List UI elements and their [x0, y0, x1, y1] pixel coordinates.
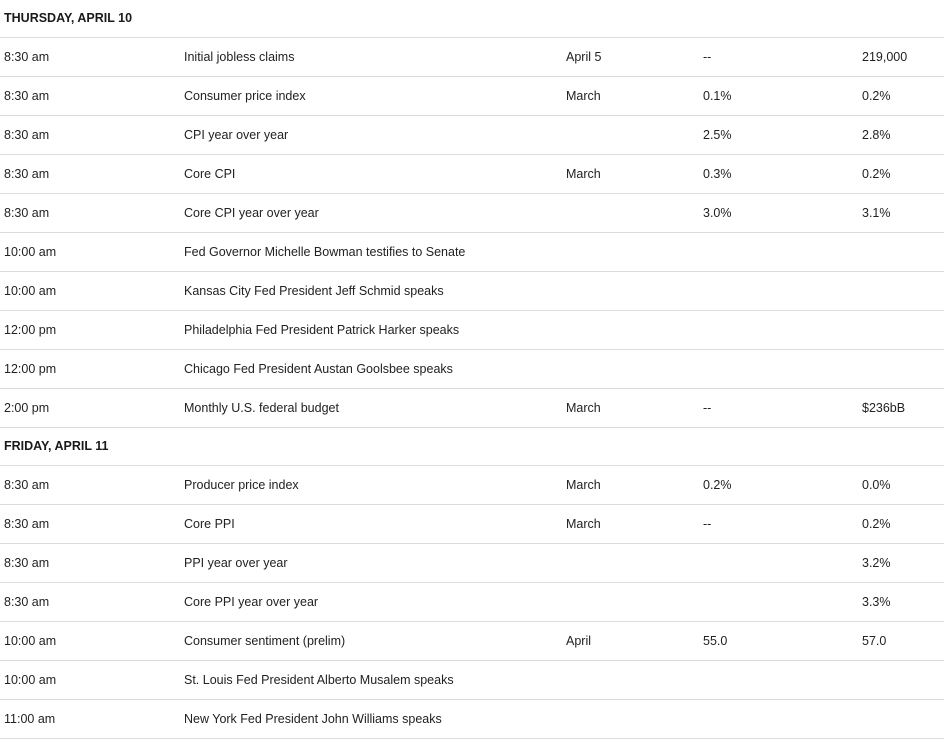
event-cell: St. Louis Fed President Alberto Musalem speaks: [184, 673, 454, 687]
forecast-cell: --: [703, 401, 712, 415]
period-cell: March: [566, 401, 601, 415]
time-cell: 8:30 am: [4, 167, 50, 181]
period-cell: April: [566, 634, 592, 648]
forecast-cell: --: [703, 517, 712, 531]
time-cell: 11:00 am: [4, 712, 56, 726]
table-row: [0, 622, 944, 661]
time-cell: 2:00 pm: [4, 401, 50, 415]
time-cell: 8:30 am: [4, 478, 50, 492]
previous-cell: 0.2%: [862, 89, 891, 103]
previous-cell: 0.2%: [862, 167, 891, 181]
event-cell: New York Fed President John Williams speaks: [184, 712, 442, 726]
event-cell: Kansas City Fed President Jeff Schmid speaks: [184, 284, 444, 298]
forecast-cell: --: [703, 50, 712, 64]
time-cell: 10:00 am: [4, 673, 57, 687]
event-cell: Chicago Fed President Austan Goolsbee speaks: [184, 362, 453, 376]
table-row: [0, 116, 944, 155]
forecast-cell: 55.0: [703, 634, 728, 648]
event-cell: Initial jobless claims: [184, 50, 295, 64]
time-cell: 8:30 am: [4, 595, 50, 609]
event-cell: Philadelphia Fed President Patrick Harker speaks: [184, 323, 460, 337]
previous-cell: 3.1%: [862, 206, 891, 220]
event-cell: Core PPI: [184, 517, 235, 531]
event-cell: Fed Governor Michelle Bowman testifies to Senate: [184, 245, 466, 259]
time-cell: 12:00 pm: [4, 323, 57, 337]
day-header: FRIDAY, APRIL 11: [0, 428, 944, 466]
time-cell: 8:30 am: [4, 89, 50, 103]
previous-cell: 0.2%: [862, 517, 891, 531]
table-row: [0, 194, 944, 233]
table-row: [0, 311, 944, 350]
event-cell: Consumer price index: [184, 89, 306, 103]
time-cell: 10:00 am: [4, 284, 57, 298]
period-cell: April 5: [566, 50, 602, 64]
event-cell: Core CPI: [184, 167, 236, 181]
table-row: [0, 155, 944, 194]
event-cell: Core CPI year over year: [184, 206, 319, 220]
time-cell: 8:30 am: [4, 206, 50, 220]
time-cell: 10:00 am: [4, 634, 57, 648]
previous-cell: 57.0: [862, 634, 887, 648]
table-row: [0, 466, 944, 505]
forecast-cell: 2.5%: [703, 128, 732, 142]
table-row: [0, 350, 944, 389]
table-row: [0, 233, 944, 272]
event-cell: Producer price index: [184, 478, 299, 492]
forecast-cell: 0.3%: [703, 167, 732, 181]
event-cell: CPI year over year: [184, 128, 289, 142]
time-cell: 8:30 am: [4, 517, 50, 531]
event-cell: Core PPI year over year: [184, 595, 319, 609]
forecast-cell: 0.1%: [703, 89, 732, 103]
time-cell: 12:00 pm: [4, 362, 57, 376]
forecast-cell: 3.0%: [703, 206, 732, 220]
previous-cell: 219,000: [862, 50, 908, 64]
period-cell: March: [566, 517, 601, 531]
table-row: [0, 38, 944, 77]
day-header: THURSDAY, APRIL 10: [0, 0, 944, 38]
event-cell: PPI year over year: [184, 556, 288, 570]
table-row: [0, 544, 944, 583]
previous-cell: $236bB: [862, 401, 906, 415]
table-row: [0, 272, 944, 311]
time-cell: 8:30 am: [4, 128, 50, 142]
forecast-cell: 0.2%: [703, 478, 732, 492]
previous-cell: 2.8%: [862, 128, 891, 142]
time-cell: 10:00 am: [4, 245, 57, 259]
period-cell: March: [566, 167, 601, 181]
time-cell: 8:30 am: [4, 50, 50, 64]
table-row: [0, 505, 944, 544]
previous-cell: 3.3%: [862, 595, 891, 609]
period-cell: March: [566, 89, 601, 103]
event-cell: Consumer sentiment (prelim): [184, 634, 346, 648]
period-cell: March: [566, 478, 601, 492]
table-row: [0, 700, 944, 739]
table-row: [0, 389, 944, 428]
previous-cell: 0.0%: [862, 478, 891, 492]
table-row: [0, 77, 944, 116]
table-row: [0, 583, 944, 622]
event-cell: Monthly U.S. federal budget: [184, 401, 339, 415]
time-cell: 8:30 am: [4, 556, 50, 570]
previous-cell: 3.2%: [862, 556, 891, 570]
table-row: [0, 661, 944, 700]
